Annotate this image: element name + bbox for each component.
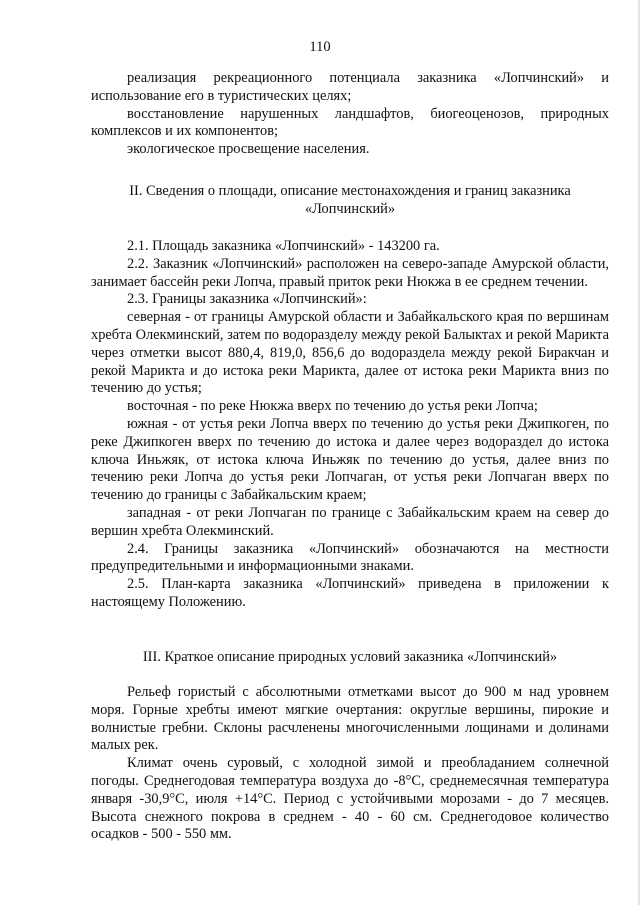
page-number: 110 [309,39,331,55]
intro-paragraph: реализация рекреационного потенциала заказника «Лопчинский» и использование его в туристических целях; [91,70,609,104]
boundary-north: северная - от границы Амурской области и Забайкальского края по вершинам хребта Олекминский, затем по водоразделу между рекой Балыктах и рекой Марикта через отметки высот 880,4, 819,0, 856,6 до водораздела между рекой Биракчан и рекой Марикта и до истока реки Марикта, далее от истока реки Марикта вниз по течению до устья; [91,309,609,397]
intro-block [91,70,609,159]
section-3-body [91,684,609,844]
section-2-body [91,238,609,612]
section-3-heading: III. Краткое описание природных условий заказника «Лопчинский» [142,649,558,665]
boundary-west: западная - от реки Лопчаган по границе с Забайкальским краем на север до вершин хребта Олекминский. [91,504,609,539]
intro-paragraph: экологическое просвещение населения. [127,141,370,158]
section-2-paragraph: 2.4. Границы заказника «Лопчинский» обозначаются на местности предупредительными и информационными знаками. [91,540,609,575]
intro-paragraph: восстановление нарушенных ландшафтов, биогеоценозов, природных комплексов и их компонентов; [91,105,609,140]
section-2-heading: II. Сведения о площади, описание местонахождения и границ заказника «Лопчинский» [129,183,571,217]
relief-paragraph: Рельеф гористый с абсолютными отметками высот до 900 м над уровнем моря. Горные хребты имеют мягкие очертания: округлые вершины, пирокие и волнистые гребни. Склоны расчленены многочисленными лощинами и долинами малых рек. [91,684,609,754]
section-2-paragraph: 2.2. Заказник «Лопчинский» расположен на северо-западе Амурской области, занимает бассейн реки Лопча, правый приток реки Нюкжа в ее среднем течении. [91,255,609,290]
section-2-paragraph: 2.3. Границы заказника «Лопчинский»: [127,291,367,308]
climate-paragraph: Климат очень суровый, с холодной зимой и преобладанием солнечной погоды. Среднегодовая температура воздуха до -8°С, среднемесячная температура января -30,9°С, июля +14°С. Период с устойчивыми морозами - до 7 месяцев. Высота снежного покрова в среднем - 40 - 60 см. Среднегодовое количество осадков - 500 - 550 мм. [91,755,609,843]
section-2-paragraph: 2.1. Площадь заказника «Лопчинский» - 143200 га. [127,238,440,254]
boundary-south: южная - от устья реки Лопча вверх по течению до устья реки Джипкоген, по реке Джипкоген вверх по течению до истока и далее через водораздел до истока ключа Иньжяк, от истока ключа Иньжяк по течению до устья, далее вниз по течению реки Лопча до устья реки Лопчаган, от устья реки Лопчаган вверх по течению до границы с Забайкальским краем; [91,415,609,504]
section-2-paragraph: 2.5. План-карта заказника «Лопчинский» приведена в приложении к настоящему Положению. [91,576,609,610]
boundary-east: восточная - по реке Нюкжа вверх по течению до устья реки Лопча; [127,398,538,415]
